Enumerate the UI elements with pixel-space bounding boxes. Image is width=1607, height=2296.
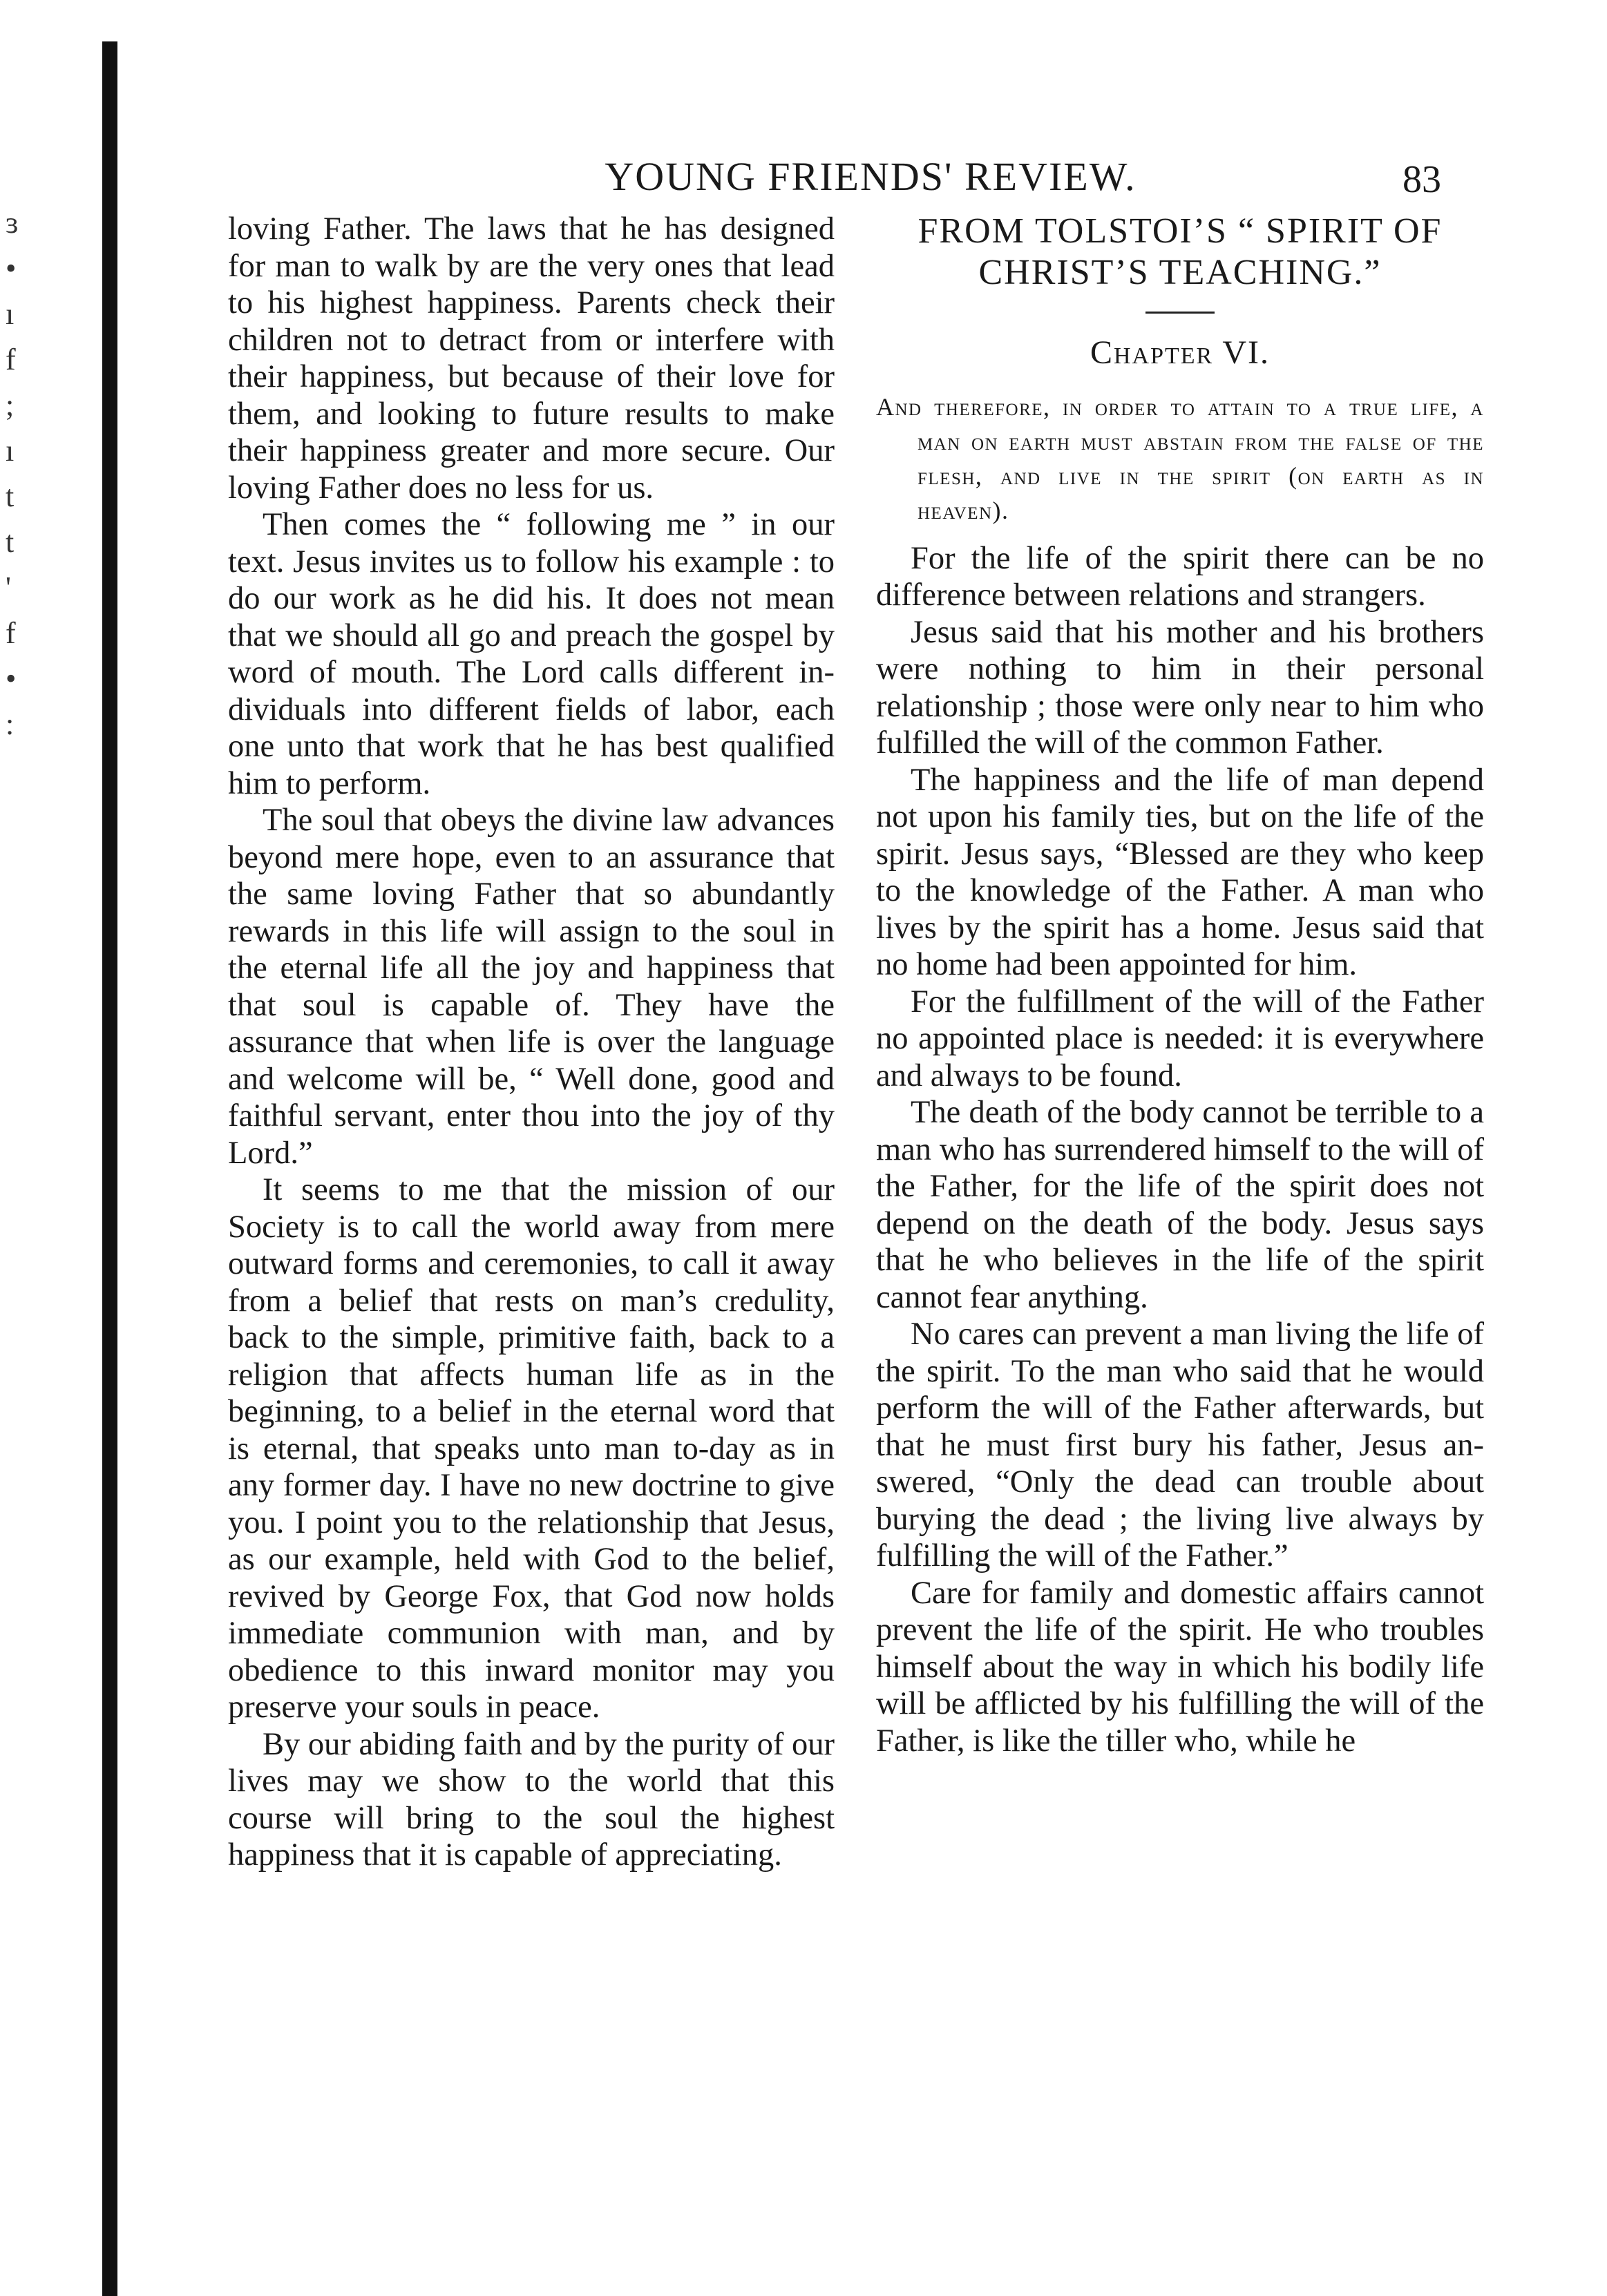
paragraph: Jesus said that his mother and his brothers were nothing to him in their personal relationship ; those were only near to him who fulfilled the will of the common Father. xyxy=(876,614,1484,760)
paragraph: For the fulfillment of the will of the Father no appointed place is needed: it is everywhere and always to be found. xyxy=(876,984,1484,1093)
running-header: YOUNG FRIENDS' REVIEW. xyxy=(605,154,1137,199)
paragraph: Care for family and domestic affairs cannot prevent the life of the spirit. He who troubles himself about the way in which his bodily life will be afflicted by his fulfilling the will of the Father, is like the tiller who, while he xyxy=(876,1575,1484,1759)
title-rule xyxy=(1145,312,1215,314)
paragraph: For the life of the spirit there can be no difference between relations and strangers. xyxy=(876,540,1484,613)
chapter-summary: And therefore, in order to attain to a true life, a man on earth must abstain from the false of the flesh, and live in the spirit (on earth as in heaven). xyxy=(876,392,1484,524)
paragraph: It seems to me that the mission of our Society is to call the world away from mere outward forms and ceremonies, to call it away from a belief that rests on man’s credulity, back to the simple, primitive faith, back to a religion that affects human life as in the beginning, to a belief in the eternal word that is eternal, that speaks unto man to-day as in any former day. I have no new doctrine to give you. I point you to the relationship that Jesus, as our example, held with God to the belief, revived by George Fox, that God now holds immediate communion with man, and by obedience to this inward monitor may you preserve your souls in peace. xyxy=(228,1172,835,1725)
paragraph: The death of the body cannot be terrible to a man who has surrendered himself to the will of the Father, for the life of the spirit does not depend on the death of the body. Jesus says that he who believes in the life of the spirit cannot fear anything. xyxy=(876,1095,1484,1315)
page-number: 83 xyxy=(1402,158,1441,201)
right-column xyxy=(876,211,1484,1759)
paragraph: No cares can prevent a man living the life of the spirit. To the man who said that he would perform the will of the Father afterwards, but that he must first bury his father, Jesus answered, “Only the dead can trouble about burying the dead ; the living live always by fulfilling the will of the Father.” xyxy=(876,1317,1484,1573)
paragraph: By our abiding faith and by the purity of our lives may we show to the world that this course will bring to the soul the highest happiness that it is capable of appreciating. xyxy=(228,1726,835,1873)
left-column xyxy=(228,211,835,1874)
paragraph: The happiness and the life of man depend not upon his family ties, but on the life of the spirit. Jesus says, “Blessed are they who keep to the knowledge of the Father. A man who lives by the spirit has a home. Jesus said that no home had been appointed for him. xyxy=(876,762,1484,982)
chapter-heading: Chapter VI. xyxy=(1090,334,1271,371)
paragraph: The soul that obeys the divine law advances beyond mere hope, even to an assurance that the same loving Father that so abundantly rewards in this life will assign to the soul in the eternal life all the joy and happiness that that soul is capable of. They have the assurance that when life is over the language and welcome will be, “ Well done, good and faithful servant, enter thou into the joy of thy Lord.” xyxy=(228,803,835,1171)
margin-marks: ɜ • ı f ; ı t t ' f • : xyxy=(6,206,19,741)
article-title: FROM TOLSTOI’S “ SPIRIT OF CHRIST’S TEACHING.” xyxy=(917,211,1443,292)
paragraph: loving Father. The laws that he has designed for man to walk by are the very ones that lead to his highest happiness. Parents check their children not to detract from or interfere with their happiness, but because of their love for them, and looking to future results to make their happiness greater and more secure. Our loving Father does no less for us. xyxy=(228,211,835,506)
binding-edge xyxy=(102,41,117,2296)
paragraph: Then comes the “ following me ” in our text. Jesus invites us to follow his example : to do our work as he did his. It does not mean that we should all go and preach the gospel by word of mouth. The Lord calls different individuals into different fields of labor, each one unto that work that he has best qualified him to perform. xyxy=(228,507,835,801)
